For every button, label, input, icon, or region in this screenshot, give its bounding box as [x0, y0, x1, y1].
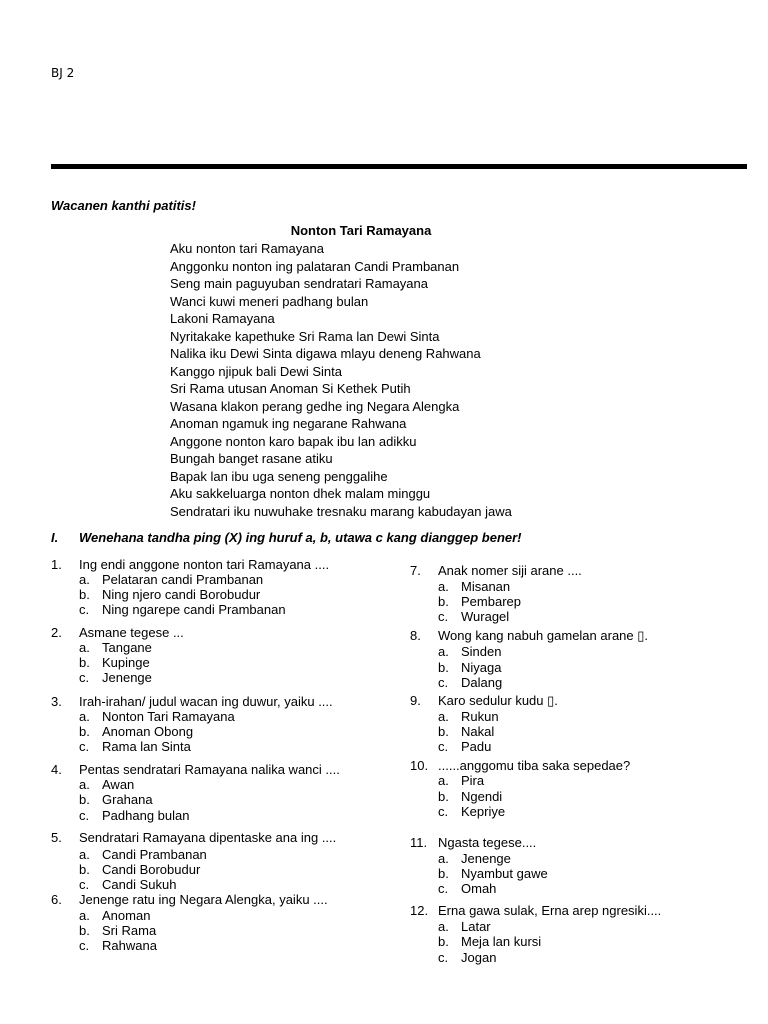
option-text: Candi Sukuh	[102, 877, 177, 892]
question-number: 7.	[410, 563, 421, 578]
option-letter: b.	[79, 587, 90, 602]
poem-line: Aku sakkeluarga nonton dhek malam minggu	[170, 486, 431, 501]
question-text: Jenenge ratu ing Negara Alengka, yaiku ....	[79, 892, 328, 907]
question-text: Karo sedulur kudu ▯.	[438, 693, 558, 708]
poem-line: Kanggo njipuk bali Dewi Sinta	[170, 363, 342, 379]
option-letter: a.	[79, 572, 90, 587]
reading-instruction: Wacanen kanthi patitis!	[51, 198, 196, 213]
option-letter: c.	[79, 808, 90, 823]
poem-line: Nalika iku Dewi Sinta digawa mlayu deneng Rahwana	[170, 346, 481, 361]
option-text: Jenenge	[102, 670, 152, 685]
question-number: 9.	[410, 693, 421, 708]
poem-line: Bungah banget rasane atiku	[170, 451, 333, 466]
option-letter: c.	[438, 739, 449, 754]
poem-line: Seng main paguyuban sendratari Ramayana	[170, 276, 429, 291]
option-text: Pelataran candi Prambanan	[102, 572, 264, 587]
question-text: Wong kang nabuh gamelan arane ▯.	[438, 628, 649, 643]
option-letter: a.	[438, 644, 449, 659]
option-text: Rukun	[461, 709, 499, 724]
poem-title: Nonton Tari Ramayana	[290, 223, 432, 238]
question-text: Ing endi anggone nonton tari Ramayana ....	[79, 557, 330, 572]
document-code: BJ 2	[51, 66, 75, 80]
option-letter: a.	[438, 773, 449, 788]
option-letter: c.	[438, 804, 449, 819]
option-text: Wuragel	[461, 609, 510, 624]
option-text: Ning njero candi Borobudur	[102, 587, 261, 602]
option-text: Jenenge	[461, 851, 511, 866]
option-text: Meja lan kursi	[461, 934, 542, 949]
question-number: 4.	[51, 762, 62, 777]
option-text: Grahana	[102, 792, 153, 807]
poem-line: Wanci kuwi meneri padhang bulan	[170, 293, 369, 309]
option-text: Padu	[461, 739, 492, 754]
option-text: Misanan	[461, 579, 511, 594]
option-text: Candi Borobudur	[102, 862, 201, 877]
question-number: 12.	[410, 903, 429, 918]
section-instruction: Wenehana tandha ping (X) ing huruf a, b, utawa c kang dianggep bener!	[79, 530, 522, 545]
option-letter: b.	[79, 923, 90, 938]
option-letter: b.	[438, 934, 449, 949]
question-number: 1.	[51, 557, 62, 572]
option-text: Kepriye	[461, 804, 506, 819]
option-letter: c.	[438, 609, 449, 624]
question-text: ......anggomu tiba saka sepedae?	[438, 758, 631, 773]
question-text: Anak nomer siji arane ....	[438, 563, 582, 578]
option-text: Sri Rama	[102, 923, 157, 938]
option-letter: c.	[79, 877, 90, 892]
question-number: 5.	[51, 830, 62, 845]
option-text: Awan	[102, 777, 135, 792]
option-letter: c.	[79, 938, 90, 953]
option-letter: b.	[438, 594, 449, 609]
option-text: Sinden	[461, 644, 502, 659]
poem-line: Nyritakake kapethuke Sri Rama lan Dewi Sinta	[170, 328, 440, 344]
option-text: Nonton Tari Ramayana	[102, 709, 235, 724]
option-letter: b.	[79, 655, 90, 670]
option-text: Dalang	[461, 675, 503, 690]
option-letter: b.	[438, 660, 449, 675]
option-letter: b.	[79, 792, 90, 807]
question-text: Sendratari Ramayana dipentaske ana ing ....	[79, 830, 337, 845]
option-letter: c.	[79, 739, 90, 754]
option-letter: b.	[79, 862, 90, 877]
option-text: Omah	[461, 881, 497, 896]
option-letter: a.	[438, 579, 449, 594]
option-letter: c.	[79, 602, 90, 617]
option-text: Niyaga	[461, 660, 502, 675]
poem-line: Wasana klakon perang gedhe ing Negara Alengka	[170, 398, 460, 414]
option-text: Rama lan Sinta	[102, 739, 191, 754]
option-letter: a.	[438, 709, 449, 724]
option-letter: a.	[79, 908, 90, 923]
option-letter: c.	[79, 670, 90, 685]
question-text: Pentas sendratari Ramayana nalika wanci ....	[79, 762, 340, 777]
question-number: 3.	[51, 694, 62, 709]
option-letter: c.	[438, 950, 449, 965]
poem-line: Anggonku nonton ing palataran Candi Prambanan	[170, 258, 460, 274]
question-number: 6.	[51, 892, 62, 907]
section-heading	[51, 530, 522, 545]
question-text: Erna gawa sulak, Erna arep ngresiki....	[438, 903, 662, 918]
poem-line: Aku nonton tari Ramayana	[170, 241, 324, 256]
question-number: 2.	[51, 625, 62, 640]
question-number: 11.	[410, 835, 428, 850]
option-text: Anoman Obong	[102, 724, 194, 739]
option-text: Kupinge	[102, 655, 150, 670]
option-letter: b.	[79, 724, 90, 739]
header-rule	[51, 164, 747, 169]
question-number: 8.	[410, 628, 421, 643]
option-letter: a.	[79, 640, 90, 655]
option-text: Tangane	[102, 640, 152, 655]
option-letter: a.	[79, 709, 90, 724]
poem-text	[170, 240, 512, 520]
poem-line: Sri Rama utusan Anoman Si Kethek Putih	[170, 381, 411, 396]
poem-line: Lakoni Ramayana	[170, 311, 275, 326]
question-text: Ngasta tegese....	[438, 835, 537, 850]
poem-line: Bapak lan ibu uga seneng penggalihe	[170, 468, 388, 484]
option-text: Candi Prambanan	[102, 847, 207, 862]
question-text: Irah-irahan/ judul wacan ing duwur, yaiku ....	[79, 694, 333, 709]
option-letter: b.	[438, 789, 449, 804]
option-text: Nyambut gawe	[461, 866, 548, 881]
option-text: Anoman	[102, 908, 151, 923]
option-text: Pira	[461, 773, 485, 788]
option-text: Ngendi	[461, 789, 503, 804]
option-text: Latar	[461, 919, 491, 934]
question-text: Asmane tegese ...	[79, 625, 184, 640]
option-text: Rahwana	[102, 938, 157, 953]
option-letter: a.	[438, 919, 449, 934]
option-text: Ning ngarepe candi Prambanan	[102, 602, 286, 617]
option-text: Padhang bulan	[102, 808, 190, 823]
section-number: I.	[51, 530, 59, 545]
option-letter: b.	[438, 866, 449, 881]
option-letter: c.	[438, 881, 449, 896]
question-number: 10.	[410, 758, 429, 773]
option-text: Pembarep	[461, 594, 521, 609]
option-text: Jogan	[461, 950, 497, 965]
poem-line: Sendratari iku nuwuhake tresnaku marang kabudayan jawa	[170, 503, 512, 519]
poem-line: Anoman ngamuk ing negarane Rahwana	[170, 416, 407, 431]
option-text: Nakal	[461, 724, 495, 739]
option-letter: b.	[438, 724, 449, 739]
option-letter: c.	[438, 675, 449, 690]
option-letter: a.	[79, 847, 90, 862]
option-letter: a.	[438, 851, 449, 866]
poem-line: Anggone nonton karo bapak ibu lan adikku	[170, 433, 417, 449]
option-letter: a.	[79, 777, 90, 792]
